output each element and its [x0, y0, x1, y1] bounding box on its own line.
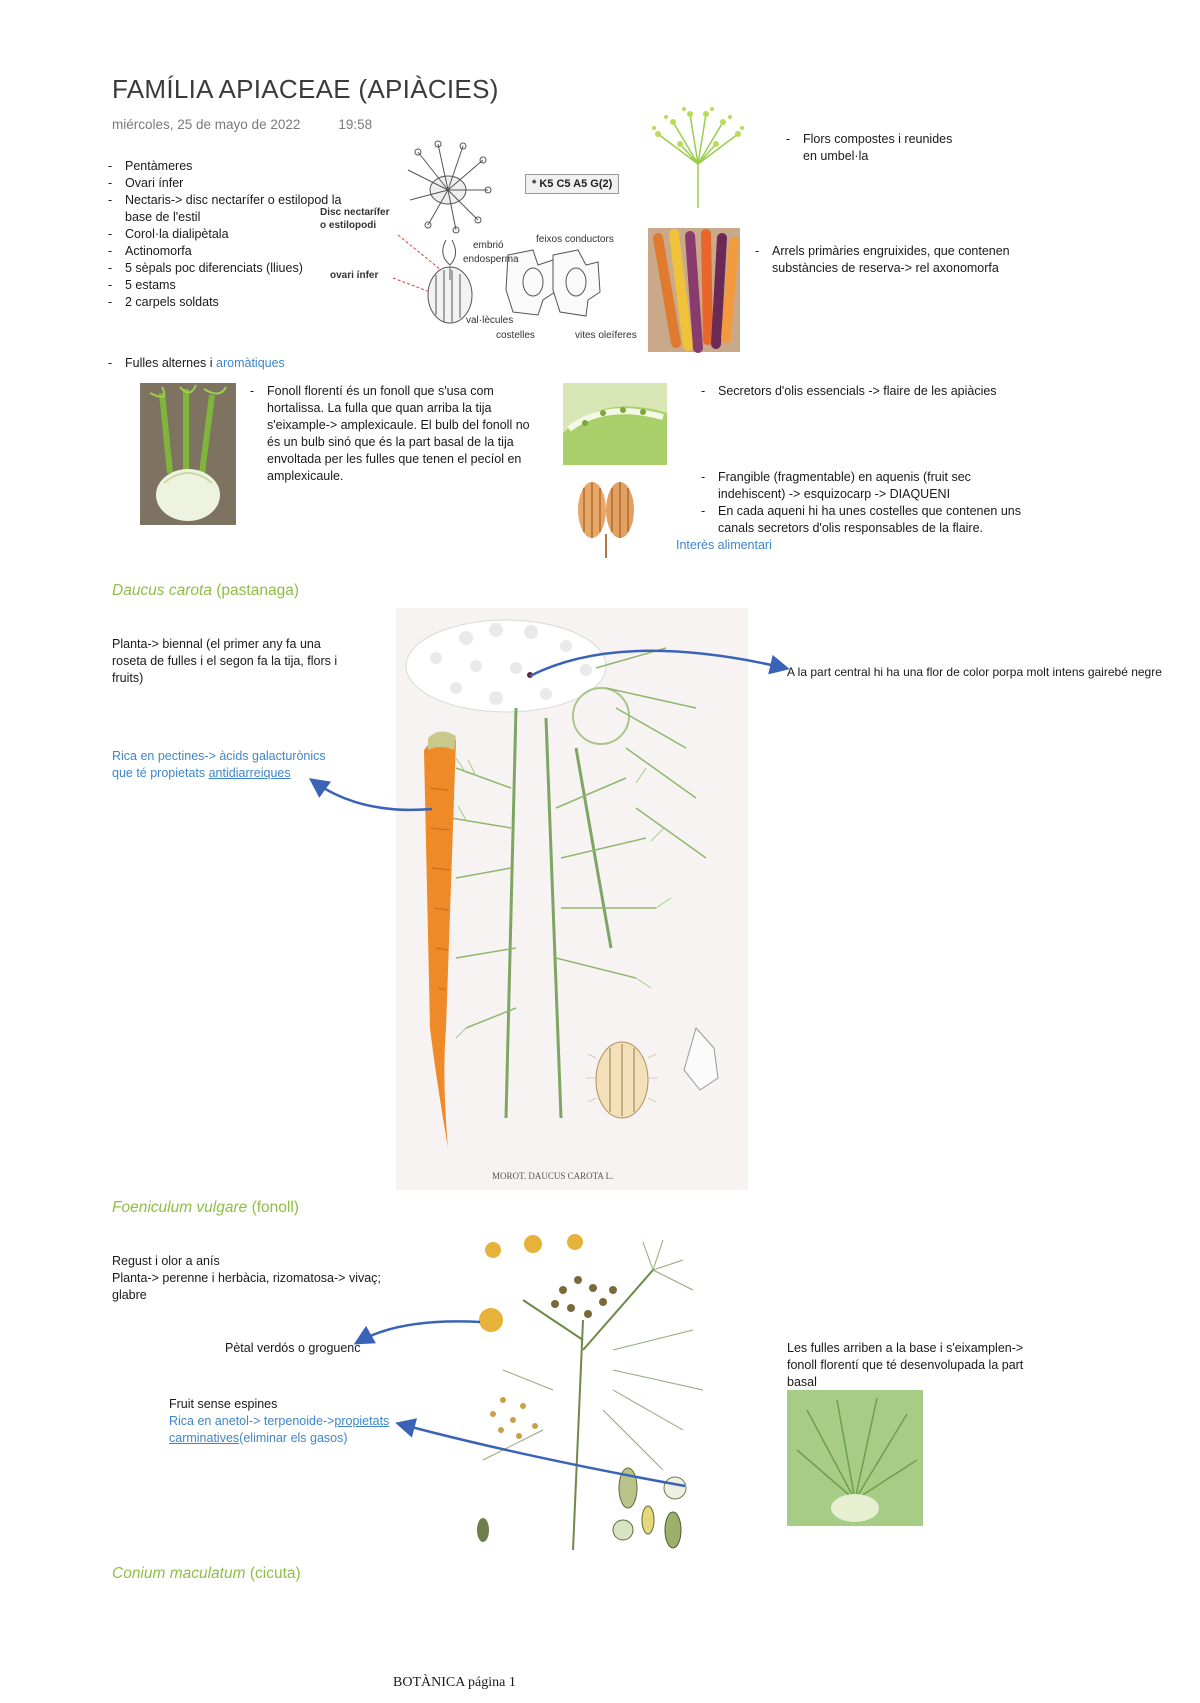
daucus-plant-note: Planta-> biennal (el primer any fa una roseta de fulles i el segon fa la tija, flors i fruits) [112, 637, 338, 685]
foeniculum-note-2: Planta-> perenne i herbàcia, rizomatosa-> vivaç; glabre [112, 1271, 381, 1302]
trait-item: - Nectaris-> disc nectarífer o estilopod la base de l'estil [108, 192, 343, 226]
embrio-label: embrió [473, 240, 504, 251]
costelles-label: costelles [496, 330, 535, 341]
aromatiques-link[interactable]: aromàtiques [216, 356, 285, 370]
arrow-center-flower [530, 651, 785, 676]
disc-label-line2: o estilopodi [320, 220, 377, 231]
foeniculum-scientific-name: Foeniculum vulgare [112, 1199, 248, 1216]
fruit-note-2: - En cada aqueni hi ha unes costelles que contenen uns canals secretors d'olis responsables de la flaire. [701, 503, 1031, 537]
conium-scientific-name: Conium maculatum [112, 1565, 246, 1582]
trait-item: - 2 carpels soldats [108, 294, 343, 311]
disc-label-line1: Disc nectarífer [320, 207, 390, 218]
rica-tail: (eliminar els gasos) [239, 1431, 348, 1445]
daucus-common-name: (pastanaga) [216, 582, 299, 599]
date-text: miércoles, 25 de mayo de 2022 [112, 117, 301, 132]
time-text: 19:58 [338, 117, 373, 132]
trait-item: - Actinomorfa [108, 243, 343, 260]
foeniculum-common-name: (fonoll) [251, 1199, 299, 1216]
feixos-label: feixos conductors [536, 234, 614, 245]
page-title: FAMÍLIA APIACEAE (APIÀCIES) [112, 74, 499, 104]
foeniculum-fruit-note: Fruit sense espines [169, 1397, 278, 1411]
antidiarreiques-link[interactable]: antidiarreiques [208, 766, 291, 780]
page-footer: BOTÀNICA página 1 [393, 1675, 516, 1690]
trait-item: - 5 sèpals poc diferenciats (lliues) [108, 260, 343, 277]
trait-item: - Corol·la dialipètala [108, 226, 343, 243]
trait-item: - Ovari ínfer [108, 175, 343, 192]
carminatives-link[interactable]: propietats carminatives [169, 1414, 390, 1445]
vites-label: vites oleíferes [575, 330, 637, 341]
floral-formula: * K5 C5 A5 G(2) [525, 174, 619, 194]
arrow-petal [358, 1321, 480, 1342]
daucus-center-flower-note: A la part central hi ha una flor de color porpa molt intens gairebé negre [787, 665, 1162, 679]
leaves-text: Fulles alternes i [125, 356, 217, 370]
secretors-note-item: - Secretors d'olis essencials -> flaire de les apiàcies [701, 383, 1021, 400]
pectin-text: Rica en pectines-> àcids galacturònics que té propietats [112, 749, 326, 780]
daucus-scientific-name: Daucus carota [112, 582, 212, 599]
ovari-label: ovari ínfer [330, 270, 379, 281]
foeniculum-petal-note: Pètal verdós o groguenc [225, 1341, 361, 1355]
valecules-label: val·lècules [466, 315, 514, 326]
roots-note-item: - Arrels primàries engruixides, que contenen substàncies de reserva-> rel axonomorfa [755, 243, 1025, 277]
foeniculum-leaves-note: Les fulles arriben a la base i s'eixamplen-> fonoll florentí que té desenvolupada la part basal [787, 1341, 1024, 1389]
rica-text: Rica en anetol-> terpenoide-> [169, 1414, 335, 1428]
interes-link[interactable]: Interès alimentari [676, 538, 772, 552]
trait-item: - 5 estams [108, 277, 343, 294]
endosperma-label: endosperma [463, 254, 519, 265]
daucus-plate-caption: MOROT. DAUCUS CAROTA L. [492, 1171, 614, 1181]
trait-item: - Pentàmeres [108, 158, 343, 175]
fonoll-note-item: - Fonoll florentí és un fonoll que s'usa com hortalissa. La fulla que quan arriba la tija s'eixample-> amplexicaule. El bulb del fonoll no és un bulb sinó que és la part basal de la tija envoltada per les fulles que tenen el pecíol en amplexicaule. [250, 383, 540, 485]
arrow-carrot-root [313, 781, 432, 810]
foeniculum-note-1: Regust i olor a anís [112, 1254, 220, 1268]
fruit-note-1: - Frangible (fragmentable) en aquenis (fruit sec indehiscent) -> esquizocarp -> DIAQUENI [701, 469, 1031, 503]
umbel-note-item: - Flors compostes i reunides en umbel·la [786, 131, 966, 165]
conium-common-name: (cicuta) [249, 1565, 301, 1582]
arrow-fruit [400, 1424, 685, 1486]
